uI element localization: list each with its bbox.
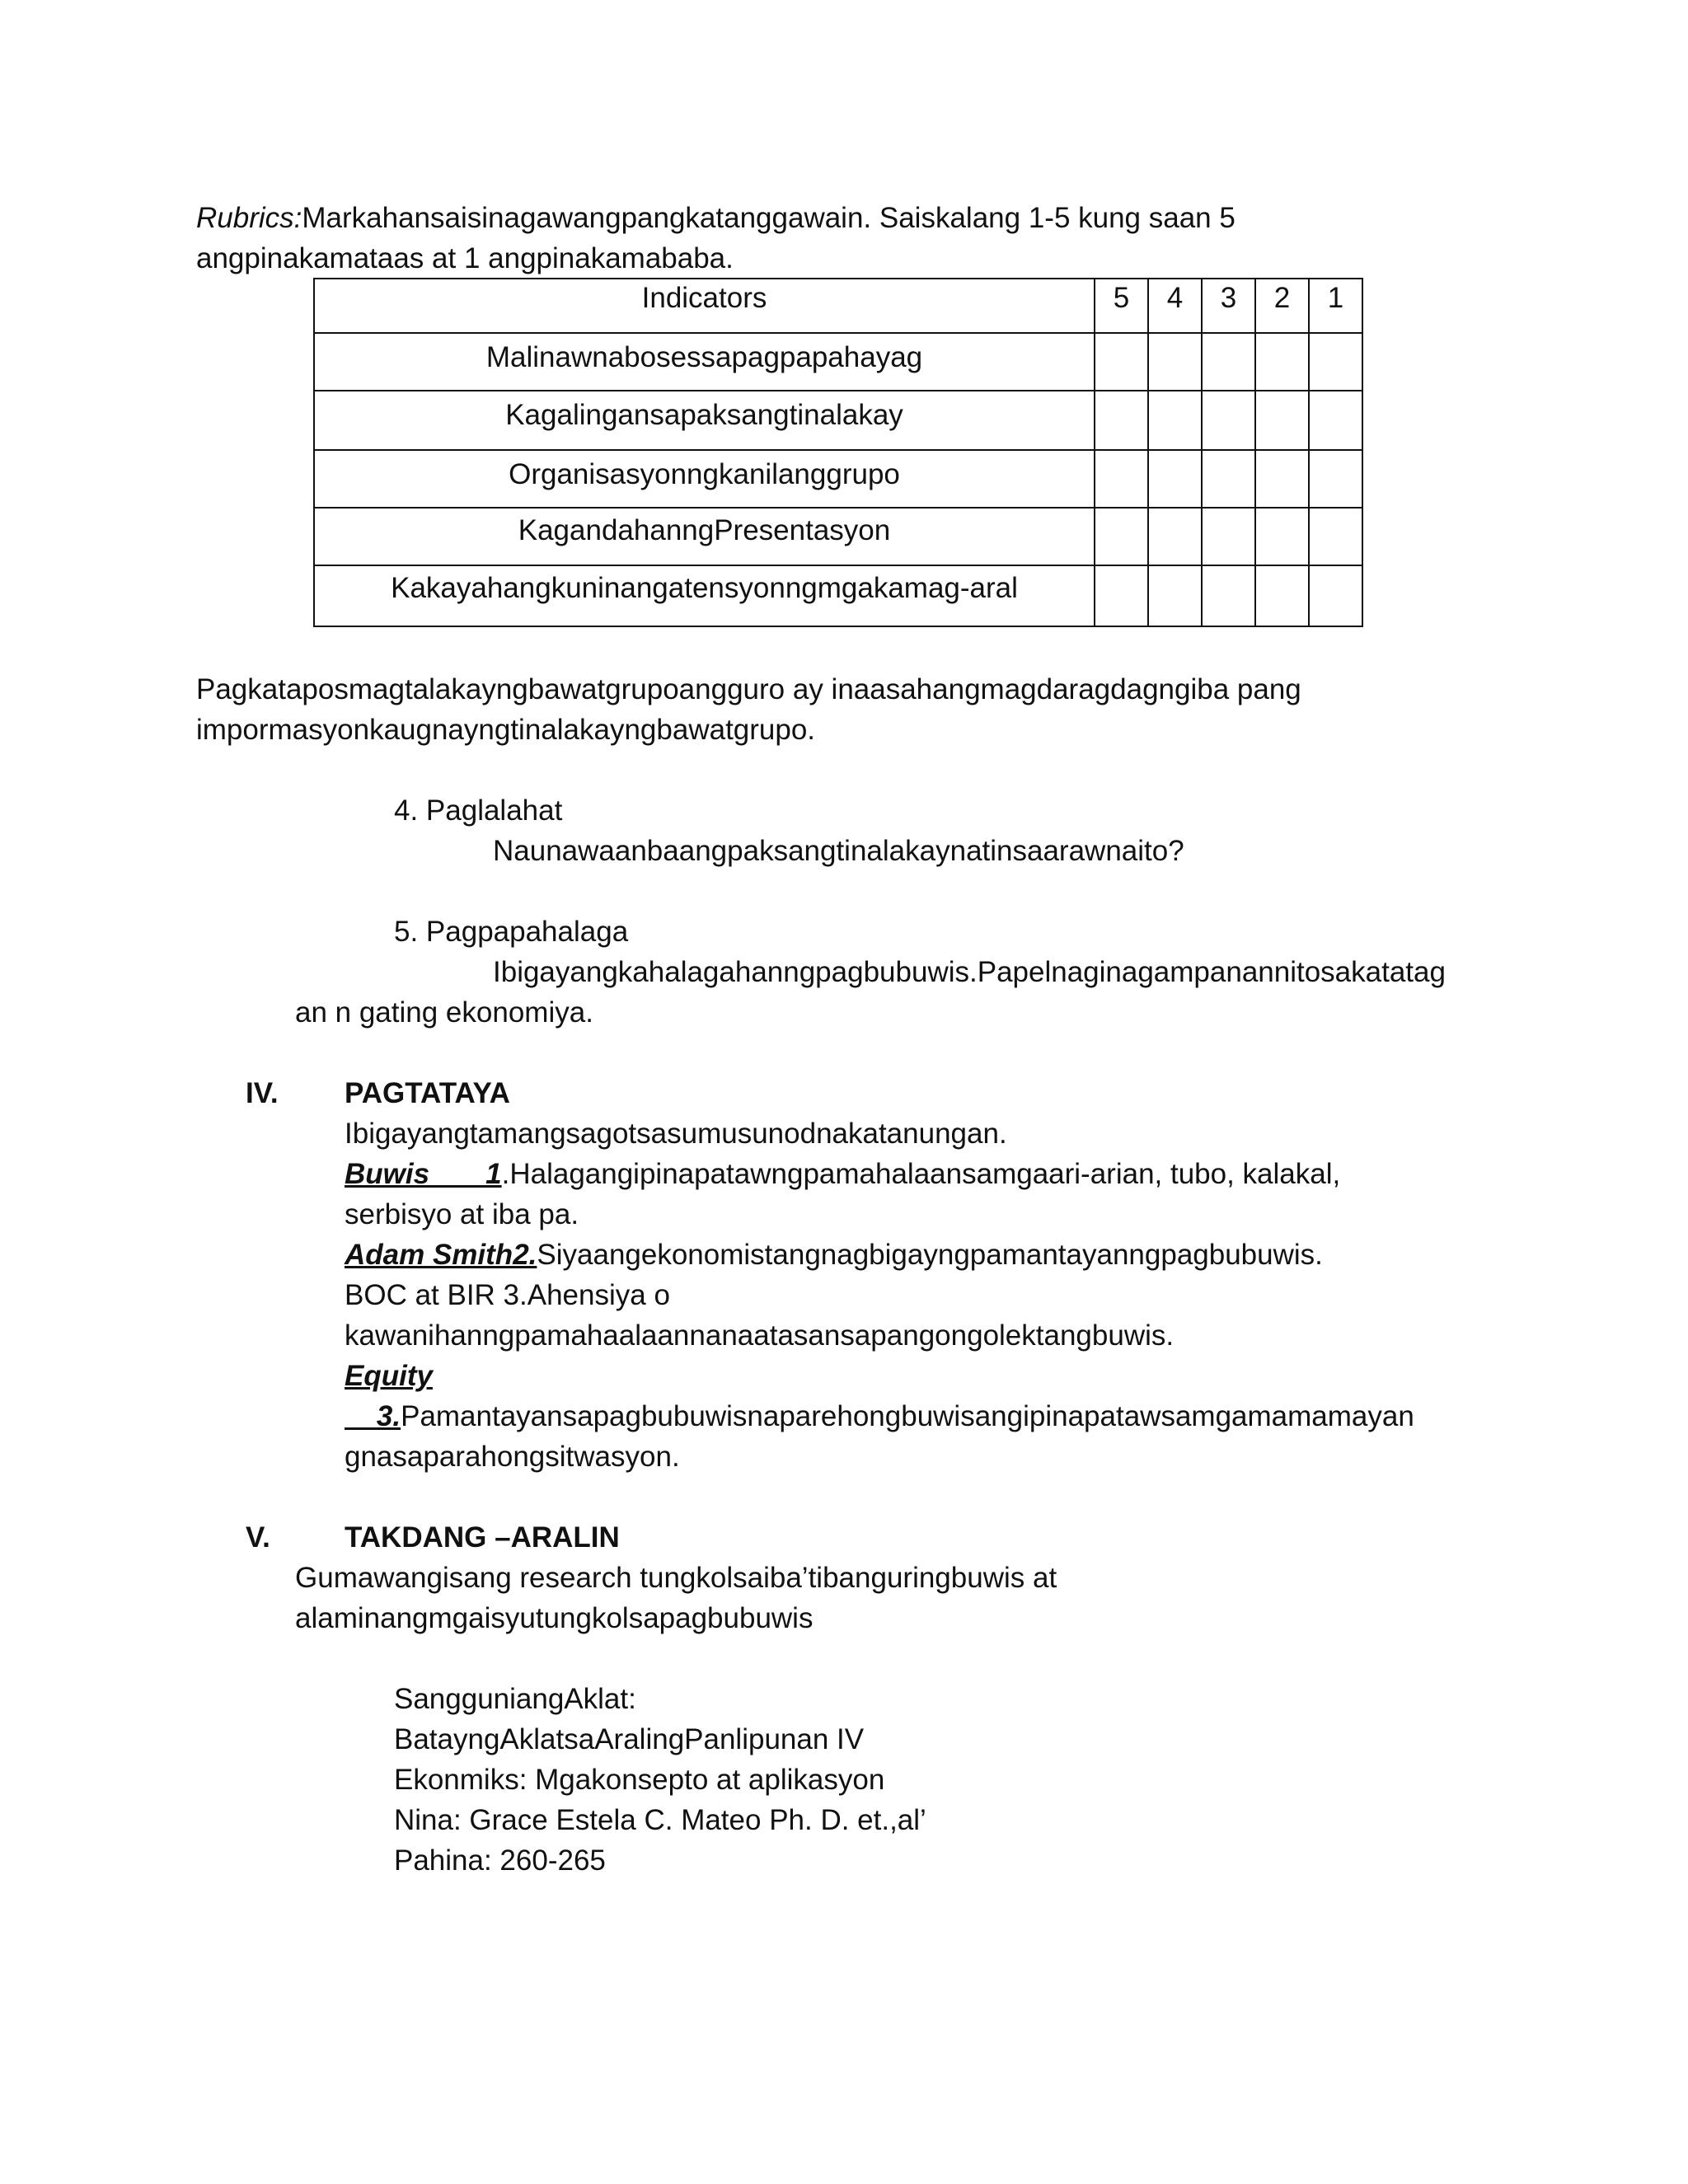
score-header: 1 [1309,279,1362,333]
score-cell [1309,391,1362,450]
question-4-number: 3. [345,1400,401,1432]
indicator-cell: Kakayahangkuninangatensyonngmgakamag-aral [314,565,1095,626]
score-header: 4 [1148,279,1202,333]
para1-line-2: impormasyonkaugnayngtinalakayngbawatgrupo. [196,714,816,746]
question-1-line-2: serbisyo at iba pa. [345,1198,579,1230]
question-1 [345,1154,1340,1194]
score-cell [1309,565,1362,626]
score-cell [1148,333,1202,391]
section-v-numeral: V. [246,1521,270,1554]
answer-4: Equity [345,1360,433,1392]
score-header: 3 [1202,279,1255,333]
score-cell [1202,508,1255,565]
para1-line-1: Pagkataposmagtalakayngbawatgrupoangguro ay inaasahangmagdaragdagngiba pang [196,673,1301,705]
score-cell [1309,333,1362,391]
rubrics-line-1 [196,198,1236,238]
score-cell [1255,508,1309,565]
question-3-line-1: BOC at BIR 3.Ahensiya o [345,1279,670,1311]
score-cell [1148,450,1202,508]
indicator-cell: Kagalingansapaksangtinalakay [314,391,1095,450]
table-row [314,333,1362,391]
section-iv-numeral: IV. [246,1077,279,1109]
table-row [314,391,1362,450]
indicator-cell: Malinawnabosessapagpapahayag [314,333,1095,391]
score-cell [1202,333,1255,391]
indicator-cell: KagandahanngPresentasyon [314,508,1095,565]
question-3-line-2: kawanihanngpamahaalaannanaatasansapangongolektangbuwis. [345,1319,1175,1352]
question-4 [345,1396,1414,1436]
section-v-line-1: Gumawangisang research tungkolsaiba’tibanguringbuwis at [295,1562,1057,1594]
score-cell [1095,508,1148,565]
rubrics-table [313,278,1363,627]
rubrics-line-2: angpinakamataas at 1 angpinakamababa. [196,242,734,274]
question-4-line-2: gnasaparahongsitwasyon. [345,1441,680,1473]
answer-2: Adam Smith2. [345,1239,537,1271]
score-cell [1148,565,1202,626]
item4-heading: 4. Paglalahat [394,794,563,827]
score-cell [1309,508,1362,565]
score-cell [1095,450,1148,508]
score-cell [1095,333,1148,391]
answer-1: Buwis 1 [345,1158,502,1190]
rubrics-label: Rubrics: [196,202,302,234]
score-cell [1255,333,1309,391]
score-header: 5 [1095,279,1148,333]
score-cell [1309,450,1362,508]
section-v-title: TAKDANG –ARALIN [345,1521,620,1554]
score-cell [1202,565,1255,626]
question-2 [345,1235,1323,1275]
table-header-row [314,279,1362,333]
score-cell [1202,391,1255,450]
reference-line-3: Ekonmiks: Mgakonsepto at aplikasyon [394,1764,885,1796]
reference-line-5: Pahina: 260-265 [394,1844,606,1877]
score-cell [1255,391,1309,450]
table-row [314,450,1362,508]
question-4-text: Pamantayansapagbubuwisnaparehongbuwisangipinapatawsamgamamamayan [401,1400,1414,1432]
score-cell [1095,391,1148,450]
table-row [314,565,1362,626]
indicator-cell: Organisasyonngkanilanggrupo [314,450,1095,508]
score-cell [1255,450,1309,508]
reference-line-2: BatayngAklatsaAralingPanlipunan IV [394,1723,865,1755]
question-1-text: .Halagangipinapatawngpamahalaansamgaari-arian, tubo, kalakal, [501,1158,1341,1190]
score-cell [1148,391,1202,450]
item5-line-1: Ibigayangkahalagahanngpagbubuwis.Papelnaginagampanannitosakatatag [493,956,1446,988]
reference-line-1: SangguniangAklat: [394,1683,636,1715]
score-cell [1148,508,1202,565]
indicators-header: Indicators [314,279,1095,333]
score-cell [1255,565,1309,626]
item5-line-2: an n gating ekonomiya. [295,996,593,1029]
table-row [314,508,1362,565]
score-cell [1095,565,1148,626]
item4-text: Naunawaanbaangpaksangtinalakaynatinsaarawnaito? [493,835,1184,867]
question-2-text: Siyaangekonomistangnagbigayngpamantayanngpagbubuwis. [537,1239,1323,1271]
section-iv-instruction: Ibigayangtamangsagotsasumusunodnakatanungan. [345,1118,1007,1150]
item5-heading: 5. Pagpapahalaga [394,916,629,948]
section-iv-title: PAGTATAYA [345,1077,510,1109]
section-v-line-2: alaminangmgaisyutungkolsapagbubuwis [295,1602,814,1634]
score-header: 2 [1255,279,1309,333]
reference-line-4: Nina: Grace Estela C. Mateo Ph. D. et.,al’ [394,1804,926,1836]
score-cell [1202,450,1255,508]
rubrics-text: Markahansaisinagawangpangkatanggawain. Saiskalang 1-5 kung saan 5 [302,202,1236,234]
